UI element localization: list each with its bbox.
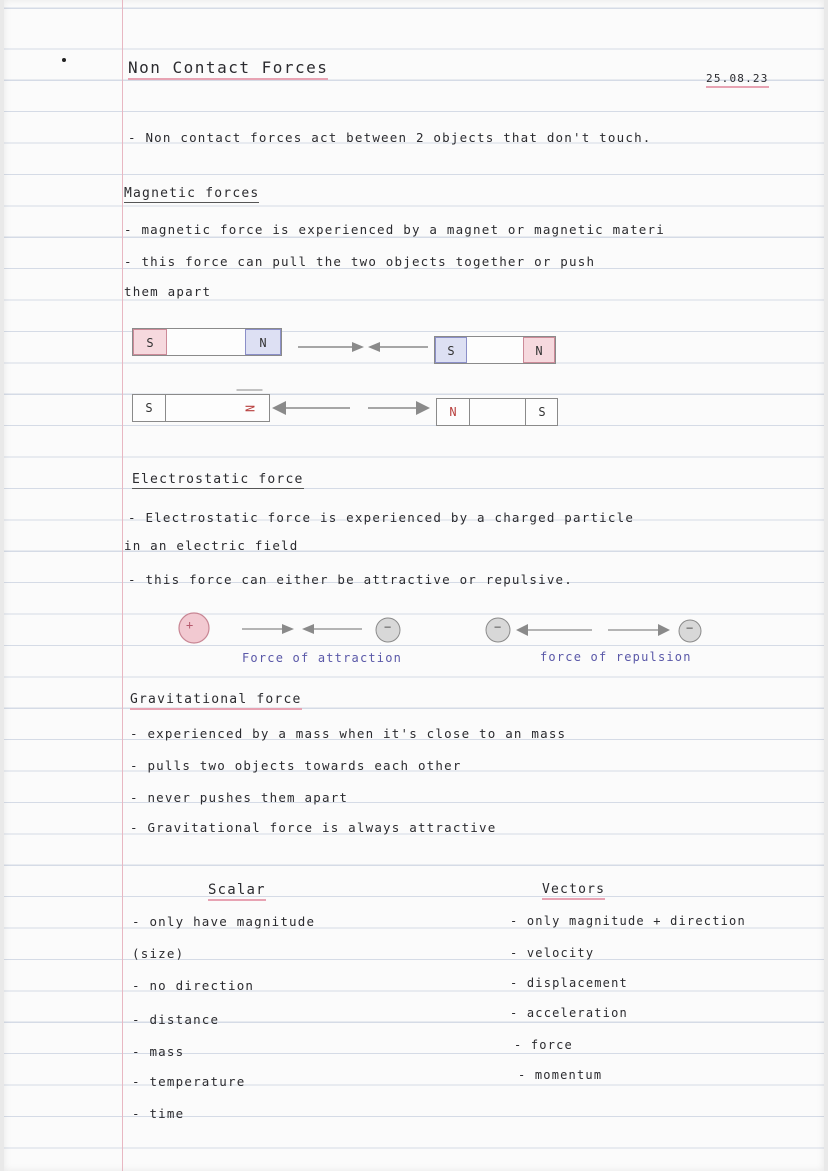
magnet-3-s-pole: S xyxy=(133,395,166,421)
gravitational-line-2: - pulls two objects towards each other xyxy=(130,758,462,773)
arrow-right-icon xyxy=(416,401,430,415)
charge-diagram xyxy=(172,610,732,650)
magnet-4-n-pole: N xyxy=(437,399,470,425)
vectors-line-1: - only magnitude + direction xyxy=(510,914,746,928)
magnet-3-n-pole: N xyxy=(237,390,263,427)
magnet-4-s-pole: S xyxy=(525,399,558,425)
repulsion-label: force of repulsion xyxy=(540,650,692,664)
scalar-heading: Scalar xyxy=(208,882,266,901)
vectors-line-2: - velocity xyxy=(510,946,595,960)
magnet-2 xyxy=(434,336,556,364)
arrow-left-icon xyxy=(302,624,314,634)
scalar-line-4: - distance xyxy=(132,1012,220,1027)
vectors-line-4: - acceleration xyxy=(510,1006,628,1020)
magnet-1 xyxy=(132,328,282,356)
electrostatic-heading: Electrostatic force xyxy=(132,472,304,487)
magnet-1-n-pole: N xyxy=(245,329,281,355)
magnet-3 xyxy=(132,394,270,422)
scalar-line-7: - time xyxy=(132,1106,185,1121)
arrow-left-icon xyxy=(368,342,380,352)
magnet-2-s-pole: S xyxy=(435,337,467,363)
intro-line: - Non contact forces act between 2 objects that don't touch. xyxy=(128,130,652,145)
vectors-line-3: - displacement xyxy=(510,976,628,990)
arrow-left-icon xyxy=(516,624,528,636)
gravitational-line-4: - Gravitational force is always attractive xyxy=(130,820,497,835)
scalar-line-1: - only have magnitude xyxy=(132,914,316,929)
arrow-right-icon xyxy=(658,624,670,636)
vectors-line-6: - momentum xyxy=(518,1068,603,1082)
electrostatic-line-1: - Electrostatic force is experienced by a charged particle xyxy=(128,510,635,525)
notebook-page xyxy=(4,0,824,1171)
gravitational-heading: Gravitational force xyxy=(130,692,302,710)
minus-sign-3: − xyxy=(686,621,695,635)
attraction-label: Force of attraction xyxy=(242,651,403,665)
arrow-right-icon xyxy=(282,624,294,634)
scalar-line-2: (size) xyxy=(132,946,185,961)
electrostatic-line-3: - this force can either be attractive or repulsive. xyxy=(128,572,574,587)
magnet-2-n-pole: N xyxy=(523,337,555,363)
magnetic-heading: Magnetic forces xyxy=(124,186,260,201)
minus-sign-1: − xyxy=(384,620,393,634)
scalar-line-5: - mass xyxy=(132,1044,185,1059)
gravitational-line-3: - never pushes them apart xyxy=(130,790,349,805)
ink-dot xyxy=(62,58,66,62)
vectors-heading: Vectors xyxy=(542,882,605,900)
vectors-line-5: - force xyxy=(514,1038,573,1052)
plus-sign: + xyxy=(186,618,195,632)
scalar-line-3: - no direction xyxy=(132,978,255,993)
arrow-right-icon xyxy=(352,342,364,352)
attraction-arrows xyxy=(294,338,434,356)
margin-line xyxy=(122,0,123,1171)
repulsion-arrows xyxy=(270,398,436,418)
page-title: Non Contact Forces xyxy=(128,58,328,80)
arrow-left-icon xyxy=(272,401,286,415)
scalar-line-6: - temperature xyxy=(132,1074,246,1089)
electrostatic-line-2: in an electric field xyxy=(124,538,299,553)
page-date: 25.08.23 xyxy=(706,72,769,88)
magnet-4 xyxy=(436,398,558,426)
magnetic-line-2: - this force can pull the two objects together or push xyxy=(124,254,596,269)
gravitational-line-1: - experienced by a mass when it's close to an mass xyxy=(130,726,567,741)
minus-sign-2: − xyxy=(494,620,503,634)
magnet-1-s-pole: S xyxy=(133,329,167,355)
magnetic-line-1: - magnetic force is experienced by a magnet or magnetic materi xyxy=(124,222,665,237)
magnetic-line-3: them apart xyxy=(124,284,212,299)
